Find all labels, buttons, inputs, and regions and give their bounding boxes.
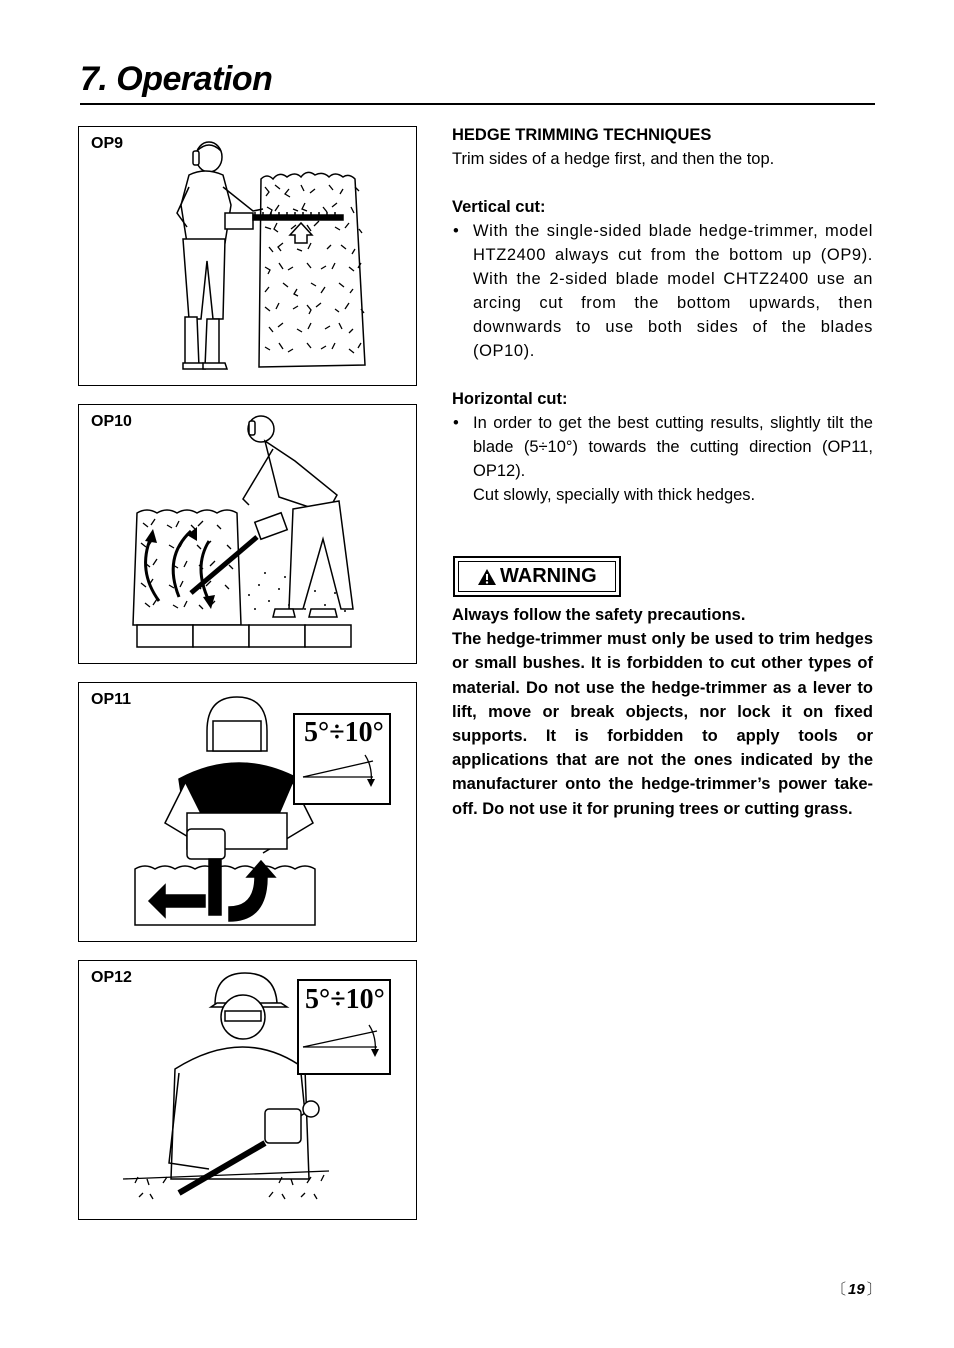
- warning-badge: [453, 556, 621, 597]
- horizontal-cut-heading: Horizontal cut:: [452, 390, 568, 408]
- warning-triangle-icon: [477, 568, 497, 586]
- figure-label: OP9: [91, 135, 124, 152]
- figure-label: OP10: [91, 413, 132, 430]
- warning-body: The hedge-trimmer must only be used to trim hedges or small bushes. It is forbidden to cut other types of material. Do not use the hedge-trimmer as a lever to lift, move or break objects, nor lock it on fixed supports. It is forbidden to apply tools or applications that are not the ones indicated by the manufacturer onto the hedge-trimmer’s power take-off. Do not use it for pruning trees or cutting grass.: [452, 630, 873, 818]
- figure-label: OP11: [91, 691, 132, 708]
- angle-label: 5°÷10°: [305, 984, 385, 1015]
- section-intro: Trim sides of a hedge first, and then the top.: [452, 150, 775, 168]
- page-title: 7. Operation: [80, 60, 273, 98]
- page-number: 〔 19 〕: [831, 1281, 882, 1298]
- op12-illustration: [79, 961, 418, 1221]
- figure-label: OP12: [91, 969, 132, 986]
- hedge-trimming-section: [452, 123, 873, 507]
- figure-op10: [78, 404, 417, 664]
- horizontal-cut-text: • In order to get the best cutting results, slightly tilt the blade (5÷10°) towards the cutting direction (OP11, OP12).: [452, 411, 873, 483]
- vertical-cut-text: • With the single-sided blade hedge-trimmer, model HTZ2400 always cut from the bottom up (OP9). With the 2-sided blade model CHTZ2400 use an arcing cut from the bottom upwards, then downwards to use both sides of the blades (OP10).: [452, 219, 873, 363]
- op9-illustration: [79, 127, 418, 387]
- figure-op9: [78, 126, 417, 386]
- figure-op12: [78, 960, 417, 1220]
- op10-illustration: [79, 405, 418, 665]
- vertical-cut-heading: Vertical cut:: [452, 198, 546, 216]
- section-heading: HEDGE TRIMMING TECHNIQUES: [452, 126, 712, 144]
- angle-label: 5°÷10°: [304, 717, 384, 748]
- title-rule: [80, 103, 875, 105]
- horizontal-cut-text-2: Cut slowly, specially with thick hedges.: [473, 486, 756, 504]
- warning-line1: Always follow the safety precautions.: [452, 606, 746, 624]
- warning-label: WARNING: [500, 565, 597, 587]
- op11-illustration: [79, 683, 418, 943]
- figure-op11: [78, 682, 417, 942]
- warning-text: [452, 603, 873, 821]
